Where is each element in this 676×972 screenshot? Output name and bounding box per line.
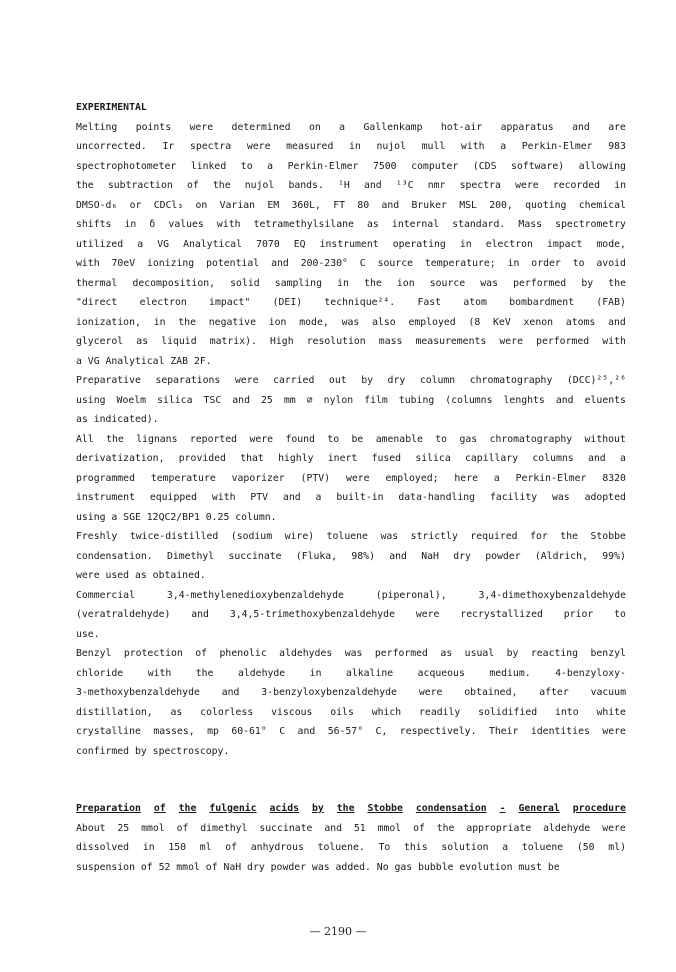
- text-line: use.: [76, 628, 100, 640]
- text-line: Benzyl protection of phenolic aldehydes was performed as usual by reacting benzyl: [76, 648, 626, 659]
- text-line: programmed temperature vaporizer (PTV) were employed; here a Perkin-Elmer 8320: [76, 472, 626, 484]
- text-line: with 70eV ionizing potential and 200-230° C source temperature; in order to avoid: [76, 258, 626, 269]
- text-line: shifts in δ values with tetramethylsilane as internal standard. Mass spectrometry: [76, 219, 626, 230]
- text-line: "direct electron impact" (DEI) technique²⁴. Fast atom bombardment (FAB): [76, 297, 626, 308]
- text-line: 3-methoxybenzaldehyde and 3-benzyloxybenzaldehyde were obtained, after vacuum: [76, 687, 626, 698]
- text-line: were used as obtained.: [76, 570, 206, 581]
- text-line: confirmed by spectroscopy.: [76, 745, 230, 757]
- text-line: a VG Analytical ZAB 2F.: [76, 355, 212, 367]
- text-line: ionization, in the negative ion mode, was also employed (8 KeV xenon atoms and: [76, 316, 626, 328]
- text-line: Preparative separations were carried out by dry column chromatography (DCC)²⁵,²⁶: [76, 375, 626, 386]
- text-line: suspension of 52 mmol of NaH dry powder was added. No gas bubble evolution must be: [76, 861, 560, 873]
- text-line: dissolved in 150 ml of anhydrous toluene. To this solution a toluene (50 ml): [76, 842, 626, 853]
- text-line: All the lignans reported were found to be amenable to gas chromatography without: [76, 433, 626, 445]
- text-line: distillation, as colorless viscous oils which readily solidified into white: [76, 706, 626, 718]
- text-line: the subtraction of the nujol bands. ¹H and ¹³C nmr spectra were recorded in: [76, 180, 626, 191]
- text-line: (veratraldehyde) and 3,4,5-trimethoxybenzaldehyde were recrystallized prior to: [76, 609, 626, 620]
- text-line: DMSO-d₆ or CDCl₃ on Varian EM 360L, FT 80 and Bruker MSL 200, quoting chemical: [76, 199, 626, 211]
- text-line: chloride with the aldehyde in alkaline acqueous medium. 4-benzyloxy-: [76, 667, 626, 679]
- text-line: using Woelm silica TSC and 25 mm ∅ nylon film tubing (columns lenghts and eluents: [76, 394, 626, 406]
- text-line: Commercial 3,4-methylenedioxybenzaldehyde (piperonal), 3,4-dimethoxybenzaldehyde: [76, 589, 626, 601]
- text-line: glycerol as liquid matrix). High resolution mass measurements were performed with: [76, 336, 626, 347]
- text-line: About 25 mmol of dimethyl succinate and 51 mmol of the appropriate aldehyde were: [76, 822, 626, 834]
- text-line: derivatization, provided that highly inert fused silica capillary columns and a: [76, 453, 626, 464]
- spacer: [76, 761, 626, 799]
- text-line: utilized a VG Analytical 7070 EQ instrument operating in electron impact mode,: [76, 238, 626, 250]
- text-line: using a SGE 12QC2/BP1 0.25 column.: [76, 511, 277, 523]
- text-line: uncorrected. Ir spectra were measured in nujol mull with a Perkin-Elmer 983: [76, 141, 626, 152]
- experimental-paragraphs: [76, 118, 626, 762]
- page-number: — 2190 —: [309, 925, 367, 938]
- text-line: Freshly twice-distilled (sodium wire) toluene was strictly required for the Stobbe: [76, 531, 626, 542]
- text-line: spectrophotometer linked to a Perkin-Elmer 7500 computer (CDS software) allowing: [76, 160, 626, 172]
- text-line: Melting points were determined on a Gallenkamp hot-air apparatus and are: [76, 121, 626, 133]
- text-line: condensation. Dimethyl succinate (Fluka, 98%) and NaH dry powder (Aldrich, 99%): [76, 550, 626, 562]
- procedure-paragraph: [76, 819, 626, 878]
- section-title-experimental: EXPERIMENTAL: [76, 102, 147, 113]
- text-line: crystalline masses, mp 60-61° C and 56-57° C, respectively. Their identities were: [76, 726, 626, 737]
- subsection-title: Preparation of the fulgenic acids by the Stobbe condensation - General procedure: [76, 803, 626, 814]
- text-line: thermal decomposition, solid sampling in the ion source was performed by the: [76, 277, 626, 289]
- document-body: [76, 98, 626, 877]
- text-line: as indicated).: [76, 414, 159, 425]
- text-line: instrument equipped with PTV and a built-in data-handling facility was adopted: [76, 492, 626, 503]
